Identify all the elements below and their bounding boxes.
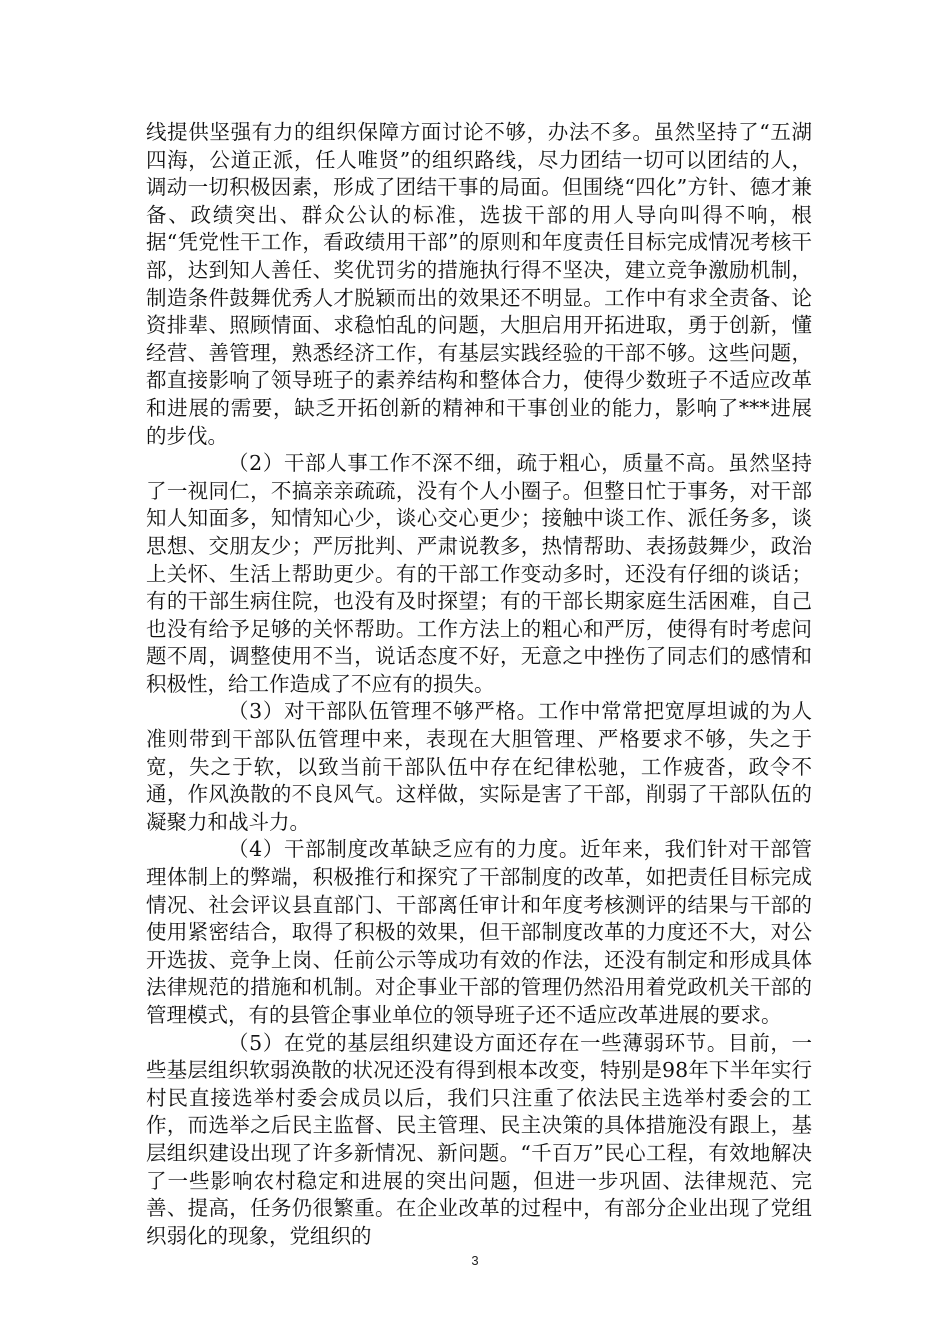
document-body: [146, 119, 812, 1250]
paragraph-4: （4）干部制度改革缺乏应有的力度。近年来，我们针对干部管理体制上的弊端，积极推行和探究了干部制度的改革，如把责任目标完成情况、社会评议县直部门、干部离任审计和年度考核测评的结果与干部的使用紧密结合，取得了积极的效果，但干部制度改革的力度还不大，对公开选拔、竞争上岗、任前公示等成功有效的作法，还没有制定和形成具体法律规范的措施和机制。对企事业干部的管理仍然沿用着党政机关干部的管理模式，有的县管企事业单位的领导班子还不适应改革进展的要求。: [146, 837, 812, 1027]
paragraph-5: （5）在党的基层组织建设方面还存在一些薄弱环节。目前，一些基层组织软弱涣散的状况还没有得到根本改变，特别是98年下半年实行村民直接选举村委会成员以后，我们只注重了依法民主选举村委会的工作，而选举之后民主监督、民主管理、民主决策的具体措施没有跟上，基层组织建设出现了许多新情况、新问题。“千百万”民心工程，有效地解决了一些影响农村稳定和进展的突出问题，但进一步巩固、法律规范、完善、提高，任务仍很繁重。在企业改革的过程中，有部分企业出现了党组织弱化的现象，党组织的: [146, 1030, 812, 1248]
paragraph-1: 线提供坚强有力的组织保障方面讨论不够，办法不多。虽然坚持了“五湖四海，公道正派，任人唯贤”的组织路线，尽力团结一切可以团结的人，调动一切积极因素，形成了团结干事的局面。但围绕“四化”方针、德才兼备、政绩突出、群众公认的标准，选拔干部的用人导向叫得不响，根据“凭党性干工作，看政绩用干部”的原则和年度责任目标完成情况考核干部，达到知人善任、奖优罚劣的措施执行得不坚决，建立竞争激励机制，制造条件鼓舞优秀人才脱颖而出的效果还不明显。工作中有求全责备、论资排辈、照顾情面、求稳怕乱的问题，大胆启用开拓进取，勇于创新，懂经营、善管理，熟悉经济工作，有基层实践经验的干部不够。这些问题，都直接影响了领导班子的素养结构和整体合力，使得少数班子不适应改革和进展的需要，缺乏开拓创新的精神和干事创业的能力，影响了***进展的步伐。: [146, 120, 812, 448]
paragraph-2: （2）干部人事工作不深不细，疏于粗心，质量不高。虽然坚持了一视同仁，不搞亲亲疏疏，没有个人小圈子。但整日忙于事务，对干部知人知面多，知情知心少，谈心交心更少；接触中谈工作、派任务多，谈思想、交朋友少；严厉批判、严肃说教多，热情帮助、表扬鼓舞少，政治上关怀、生活上帮助更少。有的干部工作变动多时，还没有仔细的谈话；有的干部生病住院，也没有及时探望；有的干部长期家庭生活困难，自己也没有给予足够的关怀帮助。工作方法上的粗心和严厉，使得有时考虑问题不周，调整使用不当，说话态度不好，无意之中挫伤了同志们的感情和积极性，给工作造成了不应有的损失。: [146, 451, 812, 696]
page-number: 3: [471, 1253, 479, 1268]
paragraph-3: （3）对干部队伍管理不够严格。工作中常常把宽厚坦诚的为人准则带到干部队伍管理中来，表现在大胆管理、严格要求不够，失之于宽，失之于软，以致当前干部队伍中存在纪律松驰，工作疲沓，政令不通，作风涣散的不良风气。这样做，实际是害了干部，削弱了干部队伍的凝聚力和战斗力。: [146, 699, 812, 834]
